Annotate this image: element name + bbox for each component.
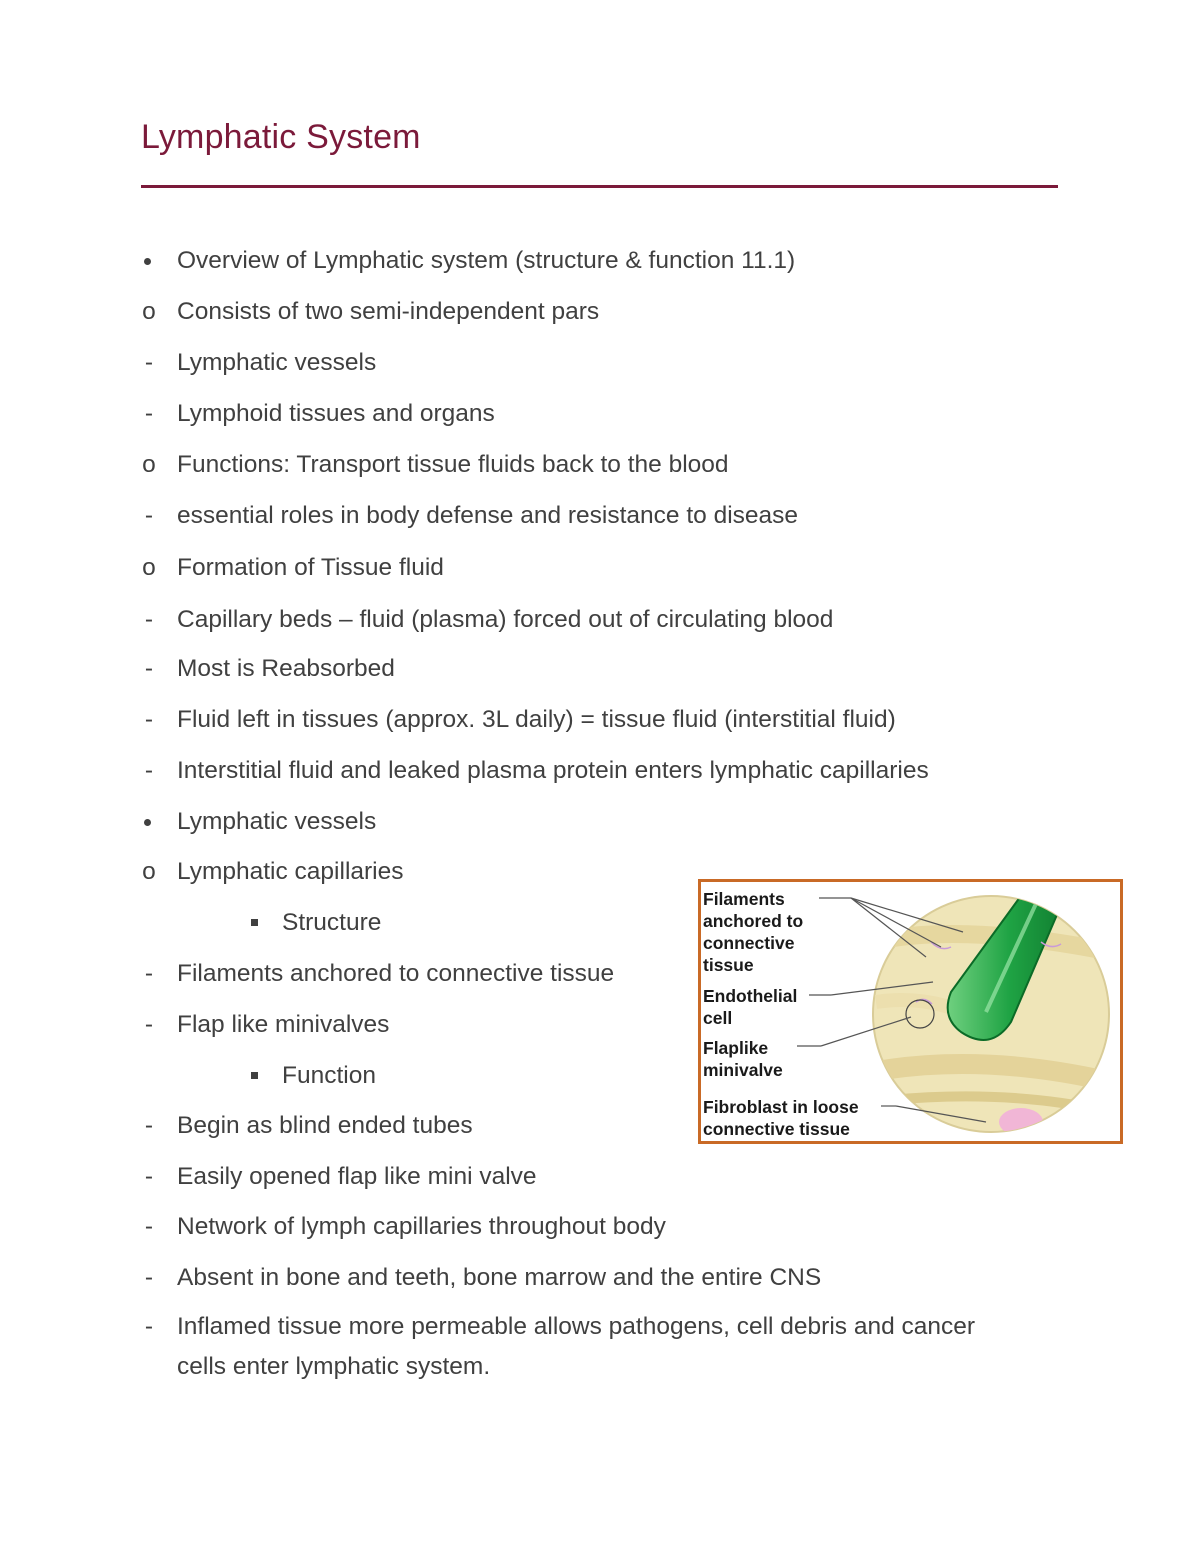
list-item-text: Lymphoid tissues and organs [177, 400, 495, 427]
dash-bullet-icon: - [144, 706, 154, 733]
dash-bullet-icon: - [144, 1112, 154, 1139]
list-item-text: Absent in bone and teeth, bone marrow and the entire CNS [177, 1264, 822, 1291]
list-item-text: Network of lymph capillaries throughout body [177, 1213, 666, 1240]
dash-bullet-icon: - [144, 400, 154, 427]
list-item-text: Lymphatic vessels [177, 808, 377, 835]
list-item-text: cells enter lymphatic system. [177, 1353, 491, 1380]
dash-bullet-icon: - [144, 502, 154, 529]
page-title: Lymphatic System [141, 118, 421, 156]
dash-bullet-icon: - [144, 349, 154, 376]
list-item-text: Begin as blind ended tubes [177, 1112, 473, 1139]
list-item-text: Functions: Transport tissue fluids back to the blood [177, 451, 729, 478]
list-item-text: Lymphatic vessels [177, 349, 377, 376]
circle-bullet-icon: o [142, 554, 156, 581]
list-item-text: Lymphatic capillaries [177, 858, 404, 885]
list-item-text: Filaments anchored to connective tissue [177, 960, 615, 987]
dash-bullet-icon: - [144, 757, 154, 784]
list-item-text: essential roles in body defense and resistance to disease [177, 502, 799, 529]
dash-bullet-icon: - [144, 655, 154, 682]
label-fibroblast: Fibroblast in loose connective tissue [703, 1097, 859, 1139]
label-flaplike-minivalve: Flaplike minivalve [703, 1038, 783, 1080]
dash-bullet-icon: - [144, 1264, 154, 1291]
list-item-text: Most is Reabsorbed [177, 655, 395, 682]
label-endothelial-cell: Endothelial cell [703, 986, 798, 1028]
list-item-text: Fluid left in tissues (approx. 3L daily) = tissue fluid (interstitial fluid) [177, 706, 896, 733]
dash-bullet-icon: - [144, 1011, 154, 1038]
list-item-text: Overview of Lymphatic system (structure & function 11.1) [177, 247, 796, 274]
list-item-text: Inflamed tissue more permeable allows pathogens, cell debris and cancer [177, 1313, 976, 1340]
circle-bullet-icon: o [142, 451, 156, 478]
list-item-text: Capillary beds – fluid (plasma) forced out of circulating blood [177, 606, 834, 633]
dash-bullet-icon: - [144, 1213, 154, 1240]
title-divider [141, 185, 1058, 188]
dash-bullet-icon: - [144, 606, 154, 633]
dash-bullet-icon: - [144, 1163, 154, 1190]
list-item-text: Function [282, 1062, 376, 1089]
list-item-text: Consists of two semi-independent pars [177, 298, 600, 325]
list-item-text: Flap like minivalves [177, 1011, 390, 1038]
label-filaments: Filaments anchored to connective tissue [703, 889, 804, 975]
list-item-text: Easily opened flap like mini valve [177, 1163, 537, 1190]
lymphatic-capillary-figure [698, 879, 1123, 1144]
dash-bullet-icon: - [144, 960, 154, 987]
list-item-text: Structure [282, 909, 382, 936]
circle-bullet-icon: o [142, 858, 156, 885]
circle-bullet-icon: o [142, 298, 156, 325]
list-item-text: Interstitial fluid and leaked plasma protein enters lymphatic capillaries [177, 757, 929, 784]
dash-bullet-icon: - [144, 1313, 154, 1340]
list-item-text: Formation of Tissue fluid [177, 554, 444, 581]
